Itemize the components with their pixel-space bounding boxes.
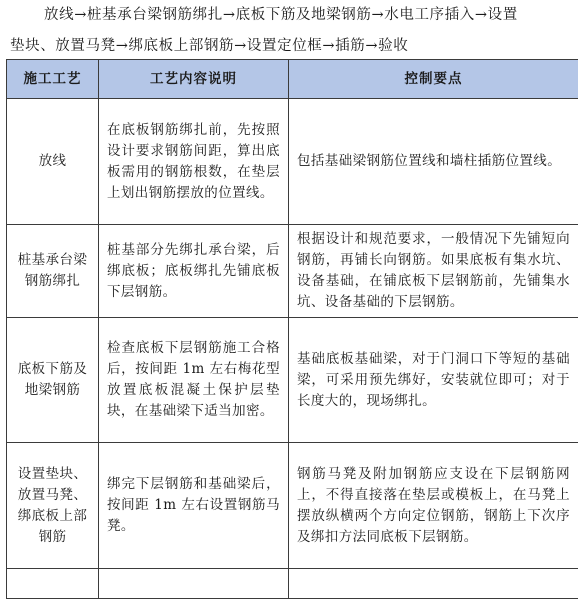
content-cell: 检查底板下层钢筋施工合格后，按间距 1m 左右梅花型放置底板混凝土保护层垫块，在基础梁下适当加密。 [99,318,289,443]
process-cell: 放线 [7,99,99,225]
control-cell: 包括基础梁钢筋位置线和墙柱插筋位置线。 [289,99,578,225]
process-cell: 设置垫块、放置马凳、绑底板上部钢筋 [7,443,99,569]
header-process: 施工工艺 [7,60,99,99]
table-row [7,569,578,599]
process-cell: 桩基承台梁钢筋绑扎 [7,225,99,318]
table-row [7,99,578,225]
content-cell [99,569,289,599]
process-cell: 底板下筋及地梁钢筋 [7,318,99,443]
intro-line-2: 垫块、放置马凳→绑底板上部钢筋→设置定位框→插筋→验收 [10,31,572,62]
intro-paragraph [10,0,572,62]
table-header-row [7,60,578,99]
header-content: 工艺内容说明 [99,60,289,99]
table-row [7,318,578,443]
intro-line-1: 放线→桩基承台梁钢筋绑扎→底板下筋及地梁钢筋→水电工序插入→设置 [10,0,572,31]
control-cell: 根据设计和规范要求，一般情况下先铺短向钢筋，再铺长向钢筋。如果底板有集水坑、设备基础，在铺底板下层钢筋前，先铺集水坑、设备基础的下层钢筋。 [289,225,578,318]
control-cell: 钢筋马凳及附加钢筋应支设在下层钢筋网上，不得直接落在垫层或模板上，在马凳上摆放纵横两个方向定位钢筋，钢筋上下次序及绑扣方法同底板下层钢筋。 [289,443,578,569]
process-cell [7,569,99,599]
control-cell [289,569,578,599]
content-cell: 桩基部分先绑扎承台梁，后绑底板；底板绑扎先铺底板下层钢筋。 [99,225,289,318]
process-table [6,59,578,599]
table-row [7,443,578,569]
content-cell: 在底板钢筋绑扎前，先按照设计要求钢筋间距，算出底板需用的钢筋根数，在垫层上划出钢筋摆放的位置线。 [99,99,289,225]
header-control: 控制要点 [289,60,578,99]
control-cell: 基础底板基础梁，对于门洞口下等短的基础梁，可采用预先绑好，安装就位即可；对于长度大的，现场绑扎。 [289,318,578,443]
content-cell: 绑完下层钢筋和基础梁后，按间距 1m 左右设置钢筋马凳。 [99,443,289,569]
table-row [7,225,578,318]
